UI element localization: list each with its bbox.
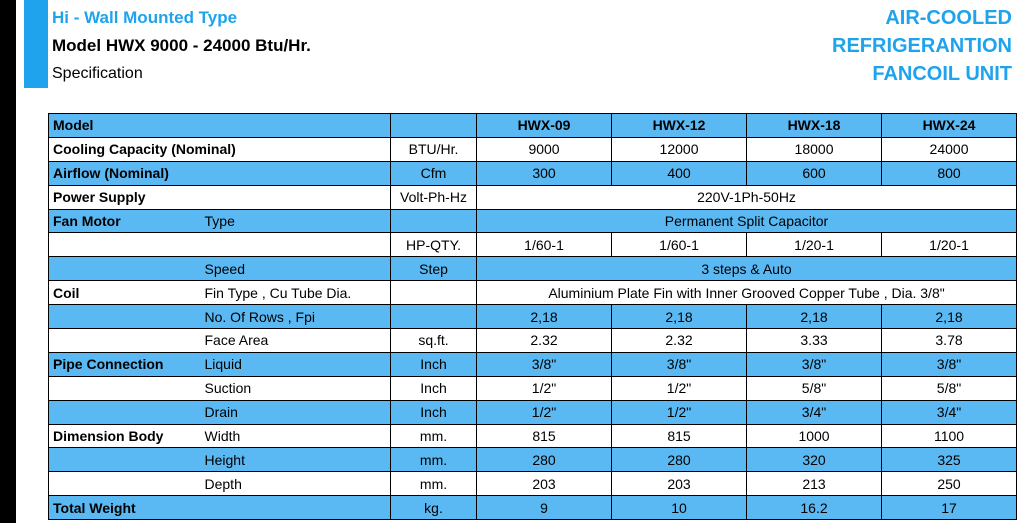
unit-cell: HP-QTY. <box>391 233 477 257</box>
model-header-cell: HWX-12 <box>612 114 747 138</box>
value-cell: 220V-1Ph-50Hz <box>477 185 1017 209</box>
value-cell: 3/8" <box>882 352 1017 376</box>
row-label <box>49 448 201 472</box>
sub-label: Liquid <box>201 352 391 376</box>
row-label <box>49 329 201 353</box>
row-label: Power Supply <box>49 185 391 209</box>
row-label <box>49 472 201 496</box>
value-cell: Permanent Split Capacitor <box>477 209 1017 233</box>
value-cell: 203 <box>477 472 612 496</box>
row-label: Airflow (Nominal) <box>49 161 391 185</box>
sub-label: Height <box>201 448 391 472</box>
row-label <box>49 233 201 257</box>
sub-label: Face Area <box>201 329 391 353</box>
table-row-pipe-drain <box>49 400 1017 424</box>
spec-label: Specification <box>52 65 143 82</box>
brand-line-2: REFRIGERANTION <box>832 35 1012 57</box>
value-cell: 203 <box>612 472 747 496</box>
value-cell: 3.33 <box>747 329 882 353</box>
value-cell: 18000 <box>747 137 882 161</box>
value-cell: 1000 <box>747 424 882 448</box>
table-row-pipe-suction <box>49 376 1017 400</box>
unit-cell <box>391 209 477 233</box>
value-cell: 280 <box>612 448 747 472</box>
row-label: Model <box>49 114 391 138</box>
sub-label: Fin Type , Cu Tube Dia. <box>201 281 391 305</box>
value-cell: 3/4" <box>747 400 882 424</box>
spec-table <box>48 113 1017 520</box>
value-cell: 2,18 <box>882 305 1017 329</box>
unit-cell: mm. <box>391 472 477 496</box>
table-row-dim-height <box>49 448 1017 472</box>
sub-label: Depth <box>201 472 391 496</box>
table-row-airflow <box>49 161 1017 185</box>
value-cell: 17 <box>882 496 1017 520</box>
table-row-cooling <box>49 137 1017 161</box>
value-cell: 1/60-1 <box>477 233 612 257</box>
value-cell: 2,18 <box>612 305 747 329</box>
table-row-coil-face <box>49 329 1017 353</box>
value-cell: 2.32 <box>612 329 747 353</box>
value-cell: 10 <box>612 496 747 520</box>
value-cell: 300 <box>477 161 612 185</box>
value-cell: 2,18 <box>477 305 612 329</box>
unit-cell: BTU/Hr. <box>391 137 477 161</box>
sub-label: Drain <box>201 400 391 424</box>
header-accent-bar <box>24 0 48 88</box>
unit-cell: Step <box>391 257 477 281</box>
value-cell: 815 <box>612 424 747 448</box>
unit-cell: kg. <box>391 496 477 520</box>
brand-line-3: FANCOIL UNIT <box>872 63 1012 85</box>
sub-label: No. Of Rows , Fpi <box>201 305 391 329</box>
value-cell: 400 <box>612 161 747 185</box>
value-cell: 1/20-1 <box>882 233 1017 257</box>
table-row-coil-fin <box>49 281 1017 305</box>
value-cell: 600 <box>747 161 882 185</box>
value-cell: 2,18 <box>747 305 882 329</box>
value-cell: 9 <box>477 496 612 520</box>
value-cell: 320 <box>747 448 882 472</box>
value-cell: 280 <box>477 448 612 472</box>
value-cell: 2.32 <box>477 329 612 353</box>
value-cell: 9000 <box>477 137 612 161</box>
table-row-coil-rows <box>49 305 1017 329</box>
row-label: Cooling Capacity (Nominal) <box>49 137 391 161</box>
model-title: Model HWX 9000 - 24000 Btu/Hr. <box>52 36 311 55</box>
sub-label: Speed <box>201 257 391 281</box>
table-row-pipe-liquid <box>49 352 1017 376</box>
sub-label: Suction <box>201 376 391 400</box>
unit-cell: sq.ft. <box>391 329 477 353</box>
value-cell: 1/2" <box>612 376 747 400</box>
unit-cell: Inch <box>391 352 477 376</box>
value-cell: 1/60-1 <box>612 233 747 257</box>
table-row-fan-hp <box>49 233 1017 257</box>
value-cell: 16.2 <box>747 496 882 520</box>
table-row-fan-speed <box>49 257 1017 281</box>
unit-cell <box>391 281 477 305</box>
value-cell: 1/2" <box>612 400 747 424</box>
value-cell: 213 <box>747 472 882 496</box>
value-cell: Aluminium Plate Fin with Inner Grooved Copper Tube , Dia. 3/8" <box>477 281 1017 305</box>
sub-label <box>201 233 391 257</box>
value-cell: 3 steps & Auto <box>477 257 1017 281</box>
brand-line-1: AIR-COOLED <box>885 7 1012 29</box>
unit-cell <box>391 305 477 329</box>
model-header-cell: HWX-09 <box>477 114 612 138</box>
sub-label: Type <box>201 209 391 233</box>
unit-cell: Volt-Ph-Hz <box>391 185 477 209</box>
left-black-bar <box>0 0 16 523</box>
row-label <box>49 376 201 400</box>
value-cell: 12000 <box>612 137 747 161</box>
unit-cell: Inch <box>391 376 477 400</box>
value-cell: 1/2" <box>477 376 612 400</box>
value-cell: 1/2" <box>477 400 612 424</box>
value-cell: 3/4" <box>882 400 1017 424</box>
row-label: Dimension Body <box>49 424 201 448</box>
value-cell: 1/20-1 <box>747 233 882 257</box>
row-label <box>49 400 201 424</box>
value-cell: 800 <box>882 161 1017 185</box>
row-label: Pipe Connection <box>49 352 201 376</box>
type-title: Hi - Wall Mounted Type <box>52 8 238 27</box>
unit-cell: Inch <box>391 400 477 424</box>
table-row-dim-depth <box>49 472 1017 496</box>
value-cell: 3/8" <box>477 352 612 376</box>
value-cell: 5/8" <box>882 376 1017 400</box>
table-row-dim-width <box>49 424 1017 448</box>
table-row-fan-type <box>49 209 1017 233</box>
value-cell: 815 <box>477 424 612 448</box>
table-row-power <box>49 185 1017 209</box>
value-cell: 3.78 <box>882 329 1017 353</box>
sub-label: Width <box>201 424 391 448</box>
value-cell: 250 <box>882 472 1017 496</box>
unit-cell: mm. <box>391 424 477 448</box>
row-label: Coil <box>49 281 201 305</box>
value-cell: 3/8" <box>612 352 747 376</box>
table-row-weight <box>49 496 1017 520</box>
unit-cell: Cfm <box>391 161 477 185</box>
row-label <box>49 305 201 329</box>
row-label: Total Weight <box>49 496 391 520</box>
value-cell: 325 <box>882 448 1017 472</box>
table-row-model <box>49 114 1017 138</box>
model-header-cell: HWX-18 <box>747 114 882 138</box>
row-label: Fan Motor <box>49 209 201 233</box>
row-label <box>49 257 201 281</box>
value-cell: 24000 <box>882 137 1017 161</box>
unit-cell <box>391 114 477 138</box>
value-cell: 3/8" <box>747 352 882 376</box>
model-header-cell: HWX-24 <box>882 114 1017 138</box>
unit-cell: mm. <box>391 448 477 472</box>
value-cell: 5/8" <box>747 376 882 400</box>
value-cell: 1100 <box>882 424 1017 448</box>
